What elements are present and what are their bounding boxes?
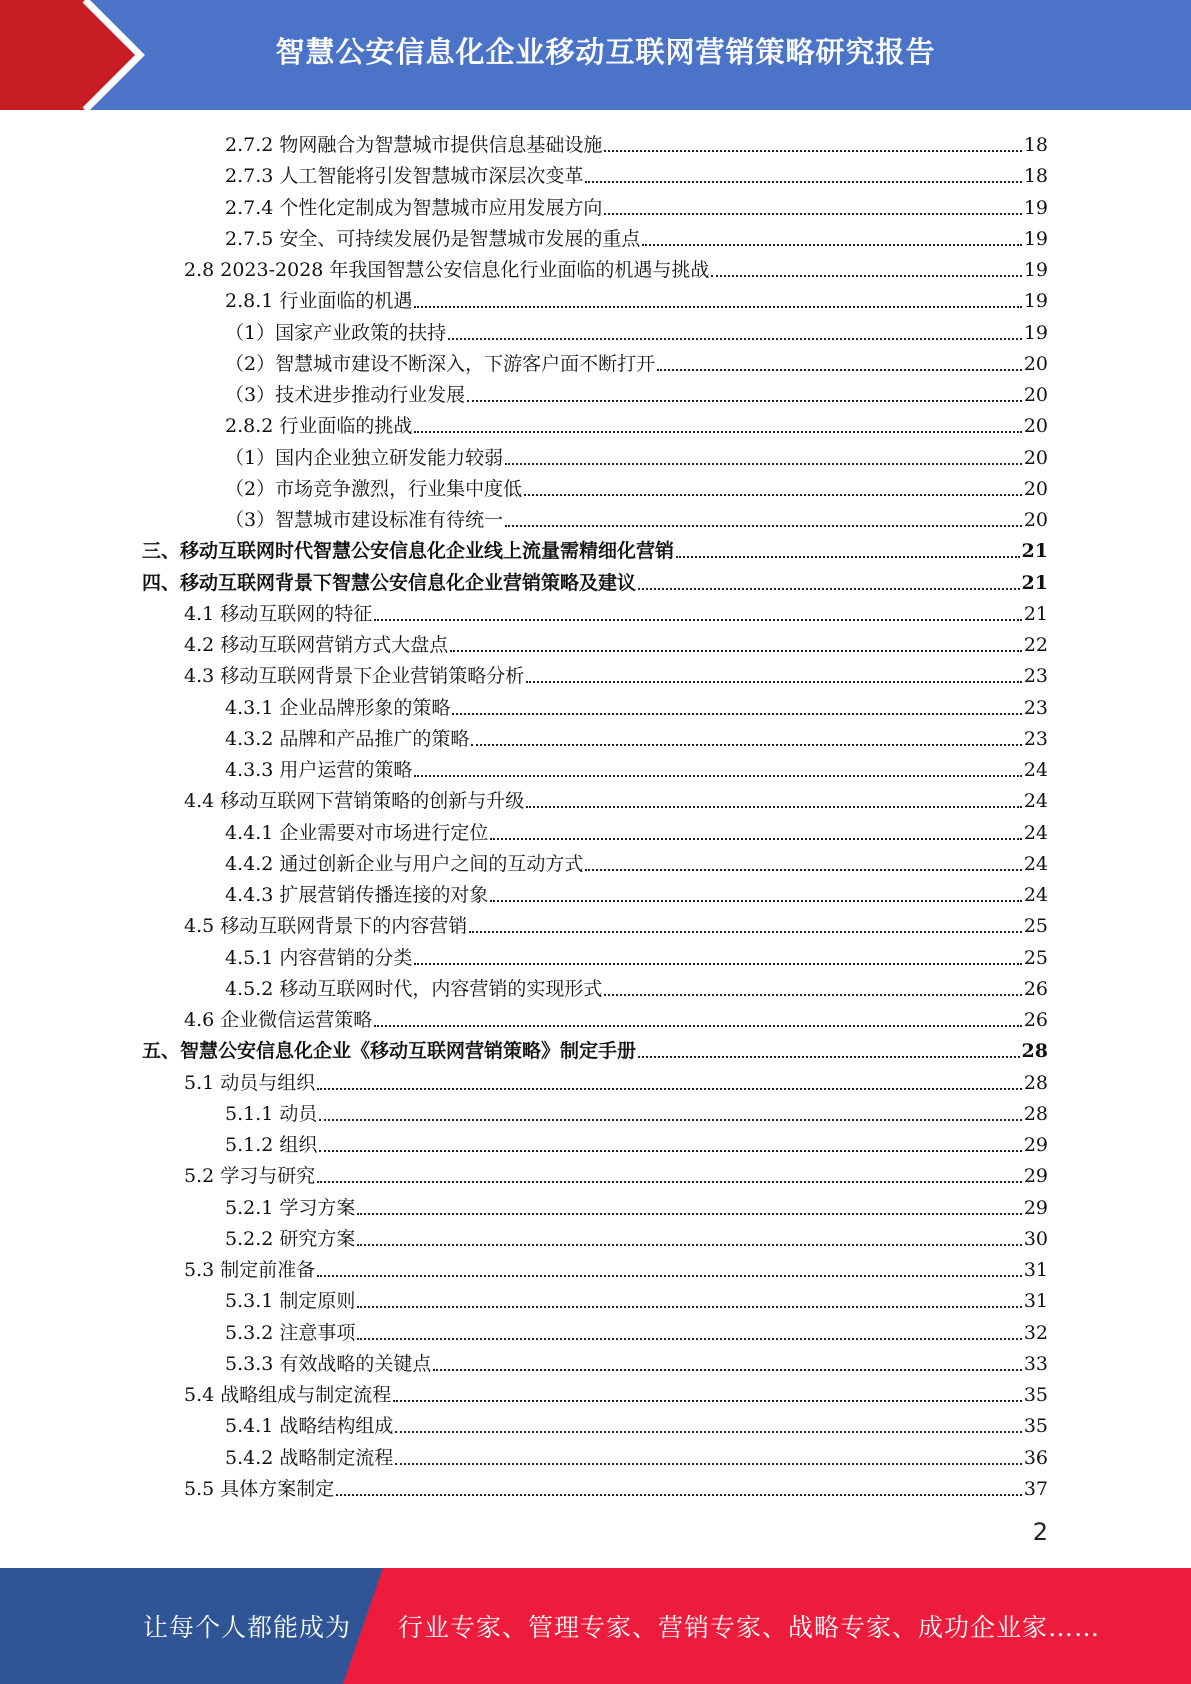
- toc-entry-title: 4.4.2 通过创新企业与用户之间的互动方式: [225, 852, 584, 875]
- toc-entry-page: 18: [1023, 165, 1048, 188]
- toc-entry[interactable]: [225, 1282, 1048, 1313]
- toc-entry-page: 19: [1023, 196, 1048, 219]
- toc-entry-page: 29: [1023, 1196, 1048, 1219]
- toc-entry-page: 35: [1023, 1415, 1048, 1438]
- toc-entry-title: （3）智慧城市建设标准有待统一: [225, 509, 504, 531]
- toc-entry-page: 20: [1023, 352, 1048, 375]
- toc-entry[interactable]: [225, 1126, 1048, 1157]
- toc-entry-page: 20: [1023, 415, 1048, 438]
- toc-dot-leader: [505, 525, 1022, 527]
- toc-entry[interactable]: [225, 282, 1048, 313]
- toc-dot-leader: [317, 1181, 1022, 1183]
- toc-entry-page: 22: [1023, 634, 1048, 656]
- toc-entry-page: 24: [1023, 790, 1048, 813]
- toc-dot-leader: [467, 400, 1022, 402]
- toc-entry-page: 24: [1023, 884, 1048, 906]
- toc-entry-page: 21: [1021, 571, 1048, 594]
- toc-entry[interactable]: [184, 251, 1048, 282]
- toc-dot-leader: [395, 1431, 1021, 1433]
- toc-entry[interactable]: [184, 782, 1048, 813]
- toc-entry[interactable]: [225, 845, 1048, 876]
- toc-entry[interactable]: [225, 1220, 1048, 1251]
- toc-entry-title: 5.1.2 组织: [225, 1134, 318, 1156]
- toc-dot-leader: [524, 494, 1022, 496]
- toc-entry[interactable]: [142, 1032, 1048, 1063]
- toc-entry[interactable]: [184, 1157, 1048, 1188]
- toc-dot-leader: [393, 1400, 1022, 1402]
- toc-entry-page: 20: [1023, 509, 1048, 531]
- toc-entry-title: 5.4.1 战略结构组成: [225, 1415, 394, 1438]
- toc-entry-page: 19: [1023, 290, 1048, 313]
- toc-dot-leader: [317, 1088, 1022, 1090]
- toc-entry-page: 29: [1023, 1165, 1048, 1188]
- toc-entry[interactable]: [225, 1439, 1048, 1470]
- toc-dot-leader: [374, 619, 1022, 621]
- toc-entry-title: 4.3.1 企业品牌形象的策略: [225, 696, 451, 719]
- toc-dot-leader: [319, 1119, 1021, 1121]
- toc-entry-title: 2.7.4 个性化定制成为智慧城市应用发展方向: [225, 196, 603, 219]
- toc-entry-page: 32: [1023, 1321, 1048, 1344]
- toc-entry-page: 37: [1023, 1477, 1048, 1500]
- toc-entry[interactable]: [225, 1189, 1048, 1220]
- toc-entry[interactable]: [184, 657, 1048, 688]
- toc-entry-title: 2.8.1 行业面临的机遇: [225, 290, 413, 313]
- toc-entry-title: 三、移动互联网时代智慧公安信息化企业线上流量需精细化营销: [142, 540, 675, 563]
- toc-entry[interactable]: [225, 345, 1048, 376]
- toc-entry-title: 5.3.3 有效战略的关键点: [225, 1352, 432, 1375]
- toc-dot-leader: [604, 994, 1021, 996]
- toc-entry-page: 18: [1023, 134, 1048, 156]
- toc-entry-page: 30: [1023, 1227, 1048, 1250]
- toc-entry-page: 29: [1023, 1134, 1048, 1156]
- toc-entry-title: 5.1.1 动员: [225, 1102, 318, 1125]
- toc-dot-leader: [604, 213, 1021, 215]
- toc-entry[interactable]: [225, 439, 1048, 470]
- toc-entry-page: 19: [1023, 321, 1048, 344]
- toc-entry-title: 4.3 移动互联网背景下企业营销策略分析: [184, 665, 525, 688]
- toc-entry-page: 35: [1023, 1384, 1048, 1406]
- toc-entry-page: 19: [1023, 259, 1048, 281]
- toc-dot-leader: [469, 931, 1022, 933]
- toc-entry-title: 4.5.1 内容营销的分类: [225, 946, 413, 969]
- toc-dot-leader: [585, 869, 1021, 871]
- toc-dot-leader: [471, 744, 1021, 746]
- toc-entry-page: 20: [1023, 477, 1048, 500]
- toc-entry-title: 2.8 2023-2028 年我国智慧公安信息化行业面临的机遇与挑战: [184, 259, 710, 281]
- toc-entry-title: 4.6 企业微信运营策略: [184, 1009, 373, 1031]
- toc-entry-title: 4.3.2 品牌和产品推广的策略: [225, 727, 470, 750]
- toc-dot-leader: [433, 1369, 1021, 1371]
- toc-dot-leader: [676, 556, 1020, 558]
- toc-entry-title: 5.2.1 学习方案: [225, 1196, 356, 1219]
- toc-entry-page: 24: [1023, 759, 1048, 781]
- toc-entry-title: （3）技术进步推动行业发展: [225, 384, 466, 406]
- toc-entry-title: 5.4.2 战略制定流程: [225, 1446, 394, 1469]
- toc-dot-leader: [319, 1150, 1021, 1152]
- toc-entry-page: 26: [1023, 977, 1048, 1000]
- toc-entry-page: 25: [1023, 915, 1048, 938]
- toc-entry[interactable]: [225, 939, 1048, 970]
- toc-entry[interactable]: [225, 314, 1048, 345]
- toc-entry[interactable]: [225, 157, 1048, 188]
- toc-entry[interactable]: [184, 626, 1048, 657]
- toc-entry-title: 4.2 移动互联网营销方式大盘点: [184, 634, 449, 656]
- toc-entry[interactable]: [225, 1407, 1048, 1438]
- footer-slogan-right: 行业专家、管理专家、营销专家、战略专家、成功企业家……: [398, 1613, 1101, 1642]
- toc-entry-title: 4.4.3 扩展营销传播连接的对象: [225, 884, 489, 906]
- toc-dot-leader: [604, 150, 1021, 152]
- toc-dot-leader: [414, 431, 1021, 433]
- toc-dot-leader: [657, 369, 1022, 371]
- toc-entry[interactable]: [184, 1001, 1048, 1032]
- toc-entry-title: 4.3.3 用户运营的策略: [225, 759, 413, 781]
- toc-dot-leader: [395, 1463, 1021, 1465]
- toc-dot-leader: [642, 244, 1021, 246]
- toc-entry-title: 五、智慧公安信息化企业《移动互联网营销策略》制定手册: [142, 1040, 637, 1063]
- toc-entry-title: 四、移动互联网背景下智慧公安信息化企业营销策略及建议: [142, 571, 637, 594]
- toc-dot-leader: [711, 275, 1021, 277]
- toc-dot-leader: [450, 650, 1022, 652]
- toc-entry[interactable]: [225, 470, 1048, 501]
- toc-entry-title: （1）国家产业政策的扶持: [225, 321, 447, 344]
- toc-entry-title: 5.2 学习与研究: [184, 1165, 316, 1188]
- toc-dot-leader: [414, 775, 1021, 777]
- toc-entry[interactable]: [225, 970, 1048, 1001]
- toc-entry-title: 4.4 移动互联网下营销策略的创新与升级: [184, 790, 525, 813]
- toc-entry[interactable]: [184, 907, 1048, 938]
- page-footer: [0, 1568, 1191, 1684]
- toc-entry-page: 24: [1023, 852, 1048, 875]
- toc-entry[interactable]: [225, 876, 1048, 907]
- toc-entry-title: 5.5 具体方案制定: [184, 1477, 335, 1500]
- toc-dot-leader: [357, 1213, 1021, 1215]
- toc-entry-page: 23: [1023, 665, 1048, 688]
- toc-entry[interactable]: [225, 1345, 1048, 1376]
- toc-entry-title: 4.5.2 移动互联网时代，内容营销的实现形式: [225, 977, 603, 1000]
- toc-dot-leader: [336, 1494, 1022, 1496]
- toc-entry-page: 20: [1023, 384, 1048, 406]
- toc-dot-leader: [414, 963, 1021, 965]
- toc-entry-page: 24: [1023, 821, 1048, 844]
- toc-entry-title: （2）市场竞争激烈，行业集中度低: [225, 477, 523, 500]
- toc-entry-title: 5.1 动员与组织: [184, 1071, 316, 1094]
- toc-entry-page: 20: [1023, 446, 1048, 469]
- toc-dot-leader: [414, 306, 1021, 308]
- toc-entry[interactable]: [225, 1095, 1048, 1126]
- toc-entry[interactable]: [225, 189, 1048, 220]
- toc-entry-title: 2.8.2 行业面临的挑战: [225, 415, 413, 438]
- toc-entry-page: 21: [1023, 602, 1048, 625]
- toc-entry[interactable]: [225, 376, 1048, 407]
- toc-entry-page: 28: [1023, 1102, 1048, 1125]
- page-number: 2: [1032, 1518, 1048, 1546]
- footer-slogan-left: 让每个人都能成为: [143, 1613, 352, 1642]
- toc-entry-title: 5.4 战略组成与制定流程: [184, 1384, 392, 1406]
- toc-entry-title: 5.3.1 制定原则: [225, 1290, 356, 1313]
- toc-entry-title: 4.4.1 企业需要对市场进行定位: [225, 821, 489, 844]
- toc-dot-leader: [448, 338, 1022, 340]
- toc-entry[interactable]: [225, 814, 1048, 845]
- toc-entry-title: （1）国内企业独立研发能力较弱: [225, 446, 504, 469]
- toc-dot-leader: [357, 1306, 1021, 1308]
- toc-entry-page: 23: [1023, 696, 1048, 719]
- toc-dot-leader: [505, 463, 1022, 465]
- toc-entry-title: 5.3 制定前准备: [184, 1259, 316, 1281]
- toc-dot-leader: [317, 1275, 1022, 1277]
- toc-entry[interactable]: [184, 1470, 1048, 1501]
- toc-entry-page: 23: [1023, 727, 1048, 750]
- toc-entry-title: 2.7.2 物网融合为智慧城市提供信息基础设施: [225, 134, 603, 156]
- toc-entry[interactable]: [225, 501, 1048, 532]
- toc-dot-leader: [357, 1338, 1021, 1340]
- toc-entry-page: 28: [1021, 1040, 1048, 1063]
- toc-entry[interactable]: [225, 407, 1048, 438]
- toc-entry-title: （2）智慧城市建设不断深入，下游客户面不断打开: [225, 352, 656, 375]
- toc-dot-leader: [638, 1056, 1020, 1058]
- toc-entry[interactable]: [184, 595, 1048, 626]
- toc-dot-leader: [357, 1244, 1021, 1246]
- toc-entry-page: 26: [1023, 1009, 1048, 1031]
- toc-entry-title: 5.2.2 研究方案: [225, 1227, 356, 1250]
- toc-dot-leader: [585, 181, 1021, 183]
- toc-entry[interactable]: [142, 564, 1048, 595]
- toc-entry[interactable]: [142, 532, 1048, 563]
- toc-entry-page: 36: [1023, 1446, 1048, 1469]
- toc-entry[interactable]: [184, 1064, 1048, 1095]
- toc-dot-leader: [490, 838, 1021, 840]
- toc-entry-page: 33: [1023, 1352, 1048, 1375]
- toc-entry[interactable]: [225, 751, 1048, 782]
- toc-dot-leader: [638, 588, 1020, 590]
- report-title: 智慧公安信息化企业移动互联网营销策略研究报告: [275, 34, 936, 69]
- toc-entry-page: 31: [1023, 1290, 1048, 1313]
- toc-entry[interactable]: [225, 126, 1048, 157]
- toc-entry-page: 25: [1023, 946, 1048, 969]
- toc-entry-page: 19: [1023, 227, 1048, 250]
- toc-entry-title: 2.7.3 人工智能将引发智慧城市深层次变革: [225, 165, 584, 188]
- toc-entry-page: 31: [1023, 1259, 1048, 1281]
- toc-dot-leader: [490, 900, 1021, 902]
- toc-entry[interactable]: [184, 1376, 1048, 1407]
- toc-dot-leader: [526, 681, 1022, 683]
- toc-entry[interactable]: [184, 1251, 1048, 1282]
- page-header: [0, 0, 1191, 110]
- toc-entry[interactable]: [225, 220, 1048, 251]
- toc-entry-title: 4.1 移动互联网的特征: [184, 602, 373, 625]
- toc-entry-title: 5.3.2 注意事项: [225, 1321, 356, 1344]
- toc-entry-page: 28: [1023, 1071, 1048, 1094]
- toc-entry[interactable]: [225, 720, 1048, 751]
- toc-dot-leader: [526, 806, 1022, 808]
- toc-dot-leader: [452, 713, 1021, 715]
- toc-entry-title: 2.7.5 安全、可持续发展仍是智慧城市发展的重点: [225, 227, 641, 250]
- toc-entry[interactable]: [225, 1314, 1048, 1345]
- toc-dot-leader: [374, 1025, 1022, 1027]
- toc-entry-title: 4.5 移动互联网背景下的内容营销: [184, 915, 468, 938]
- toc-entry[interactable]: [225, 689, 1048, 720]
- toc-entry-page: 21: [1021, 540, 1048, 563]
